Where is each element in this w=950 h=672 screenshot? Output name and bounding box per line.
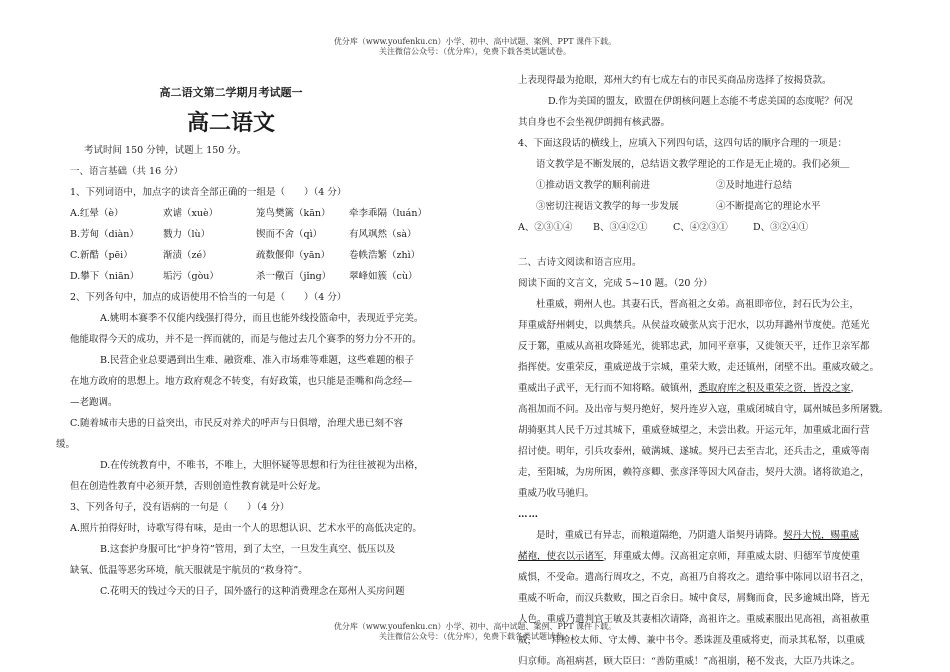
q3-line: C.花明天的钱过今天的日子，国外盛行的这种消费理念在郑州人买房问题 [100,586,405,597]
question-4: 4、下面这段话的横线上，应填入下列四句话，这四句话的顺序合理的一项是： [518,138,848,149]
passage-line: 重威乃收马驰归。 [518,488,595,499]
q4-text: 语文教学是不断发展的，总结语文教学理论的工作是无止境的。我们必须＿ [536,159,850,170]
passage-line: 走，至阳城，为房所困，赖符彦卿、张彦泽等因大风奋击，契丹大溃。诸将欲追之， [518,467,870,478]
header-line-2: 关注微信公众号：（优分库），免费下载各类试题试卷。 [379,47,571,56]
passage-line: 反于鄴，重威从高祖攻降延光，徙郓忠武，加同平章事，又徙领天平，迁作卫亲军都 [518,341,870,352]
q1-options [70,203,470,287]
passage-fragment: ，拜重威太傅。汉高祖定京师，拜重威太尉、归德军节度使重 [603,551,861,562]
reading-intro: 阅读下面的文言文，完成 5~10 题。（20 分） [518,278,713,289]
q1-row-d [70,266,470,287]
q1-d-2: 垢污（gòu） [163,271,219,282]
q1-c-2: 渐渍（zé） [163,250,212,261]
q1-d-3: 杀一儆百（jǐng） [256,271,332,282]
passage-line: 胡骑驱其人民千万过其城下，重威登城望之，未尝出救。开运元年，加重威北面行营 [518,425,870,436]
passage-line: 人色。重威乃遣判官王敏及其妻相次请降，高祖许之。重威素服出见高祖，高祖赦重 [518,614,870,625]
underlined-sentence-2b: 赭袍，使衣以示诸军 [518,551,604,562]
q3-line: A.照片拍得好时，诗歌写得有味，是由一个人的思想认识、艺术水平的高低决定的。 [70,523,422,534]
exam-title: 高二语文第二学期月考试题一 [159,86,303,99]
page-header [0,37,950,57]
q1-b-2: 戮力（lù） [163,229,211,240]
q2-line: 但在创造性教育中必须开禁，否则创造性教育就是叶公好龙。 [70,481,327,492]
passage-line [518,546,896,567]
q4-opt-1: ①推动语文教学的顺利前进 [536,180,651,191]
q3-line: 缺氧、低温等恶劣环境，航天服就是宇航员的“救身符”。 [70,565,308,576]
carry-over-line: 上表现得最为抢眼，郑州大约有七成左右的市民买商品房选择了按揭贷款。 [518,75,832,86]
passage-line: 威惧，不受命。遣高行周攻之，不克，高祖乃自将攻之。遣给事中陈同以诏书召之， [518,572,870,583]
passage-fragment: 是时，重威已有异志，而粮道隔绝，乃阴遣人诣契丹请降。 [536,530,784,541]
passage-line [518,525,896,546]
option-d-cont: 其自身也不会坐视伊朗拥有核武器。 [518,117,671,128]
q4-answer-d: D、③②④① [753,222,809,233]
q2-line: B.民营企业总要遇到出生难、融资难、准入市场难等难题，这些难题的根子 [100,355,415,366]
right-column [518,70,896,672]
q4-answer-b: B、③④②① [593,222,648,233]
underlined-sentence-1: 悉取府库之积及重荣之资，皆没之家 [698,383,851,394]
passage-line: 高祖加而不问。及出帝与契丹绝好，契丹连岁入寇，重威闭城自守，属州城邑多所屠戮。 [518,404,889,415]
q1-row-c [70,245,470,266]
q2-line: D.在传统教育中，不唯书，不唯上，大胆怀疑等思想和行为往往被视为出格， [100,460,424,471]
q1-b-3: 锲而不舍（qì） [256,229,323,240]
q1-d-1: D.攀下（niān） [70,271,140,282]
passage-line: 招讨使。明年，引兵攻泰州，破满城、遂城。契丹已去至吉北，还兵击之，重威等南 [518,446,870,457]
question-3: 3、下列各句子，没有语病的一句是（ ）（4 分） [70,502,290,513]
left-column [56,140,470,602]
q1-a-3: 笼鸟樊篱（kān） [256,208,331,219]
q1-a-1: A.红晕（è） [70,208,124,219]
passage-line: 指挥使。安重荣反，重威逆战于宗城，重荣大败，走还镇州，闭壁不出。重威攻破之。 [518,362,880,373]
q4-opt-row [518,175,896,196]
q1-c-4: 卷帙浩繁（zhì） [349,250,421,261]
q4-opt-4: ④不断提高它的理论水平 [716,201,821,212]
ellipsis: …… [518,509,539,520]
exam-intro: 考试时间 150 分钟，试题上 150 分。 [84,145,247,156]
q1-c-1: C.新酷（pēi） [70,250,133,261]
section-2-heading: 二、古诗文阅读和语言应用。 [518,257,642,268]
header-line-1: 优分库（www.youfenku.cn）小学、初中、高中试题、案例、PPT 课件下载。 [333,37,617,46]
q1-a-4: 牵李乖隔（luán） [349,208,427,219]
passage-line: 杜重威，朔州人也。其妻石氏，晋高祖之女弟。高祖即帝位，封石氏为公主， [536,299,860,310]
subject-title: 高二语文 [186,111,275,136]
q2-line: 缓。 [56,439,76,450]
underlined-sentence-2a: 契丹大悦，赐重威 [783,530,860,541]
q1-d-4: 翠峰如簇（cù） [349,271,418,282]
question-1: 1、下列词语中，加点字的读音全部正确的一组是（ ）（4 分） [70,187,347,198]
q1-row-b [70,224,470,245]
passage-line: 威， 拜检校太师、守太傅、兼中书令。悉诛涯及重威将吏，而录其私帑，以重威 [518,635,865,646]
q2-line: —老跑调。 [70,397,118,408]
q2-line: C.随着城市夫患的日益突出，市民反对养犬的呼声与日俱增，治理犬患已刻不容 [70,418,403,429]
q4-answer-a: A、②③①④ [518,222,573,233]
q1-b-1: B.芳甸（diàn） [70,229,139,240]
option-d-line: D.作为美国的盟友，欧盟在伊朗核问题上态能不考虑美国的态度呢？何况 [548,96,853,107]
q2-line: 在地方政府的思想上。地方政府观念不转变，有好政策，也只能是歪嘴和尚念经— [70,376,413,387]
q2-line: 他能取得今天的成功，并不是一挥而就的，而是与他过去几个赛季的努力分不开的。 [70,334,422,345]
q3-line: B.这套护身服可比“护身符”管用，到了太空，一旦发生真空、低压以及 [100,544,396,555]
passage-line: 重威出子武平，无行而不知将略。破镇州，悉取府库之积及重荣之资，皆没之家， [518,383,861,394]
q1-b-4: 有风飒然（sà） [349,229,417,240]
footer-line-1: 优分库（www.youfenku.cn）小学、初中、高中试题、案例、PPT 课件下载。 [333,622,617,631]
passage-fragment: 重威出子武平，无行而不知将略。破镇州， [518,383,699,394]
passage-line: 拜重威舒州刺史，以典禁兵。从侯益攻破张从宾于汜水，以功拜潞州节度使。范延光 [518,320,870,331]
section-1-heading: 一、语言基础（共 16 分） [70,166,184,177]
q1-row-a [70,203,470,224]
q2-line: A.姚明本赛季不仅能内线强打得分，而且也能外线投篮命中，表现近乎完美。 [100,313,424,324]
footer-line-2: 关注微信公众号：（优分库），免费下载各类试题试卷。 [379,632,571,641]
q4-answers [518,217,896,238]
passage-line: 归京师。高祖病甚，顾大臣曰：“善防重威！”高祖崩，秘不发丧，大臣乃共诛之。 [518,656,861,667]
q4-answer-c: C、④②③① [673,222,728,233]
q1-a-2: 欢谑（xuè） [163,208,219,219]
q1-c-3: 疏数偃仰（yān） [256,250,331,261]
q4-opt-row [518,196,896,217]
passage-line: 重威不听命，而汉兵数败，围之百余日。城中食尽，屑麴而食，民多逾城出降，皆无 [518,593,870,604]
page-footer [0,622,950,642]
spacer [518,238,896,252]
q4-opt-3: ③密切注视语文教学的每一步发展 [536,201,679,212]
question-2: 2、下列各句中，加点的成语使用不恰当的一句是（ ）（4 分） [70,292,347,303]
q4-opt-2: ②及时地进行总结 [716,180,793,191]
